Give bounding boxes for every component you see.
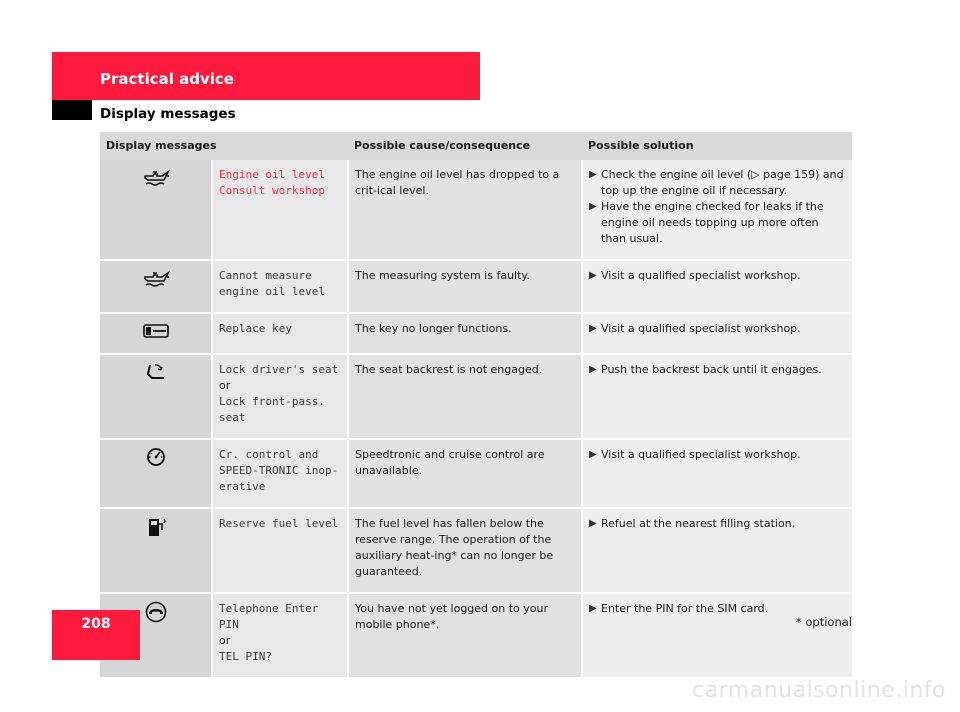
- column-header-cause: Possible cause/consequence: [348, 132, 582, 160]
- section-tab-marker: [52, 100, 92, 120]
- bullet-arrow-icon: ▶: [589, 603, 597, 614]
- bullet-arrow-icon: ▶: [589, 518, 597, 529]
- row-cause-cell: Speedtronic and cruise control are unavailable.: [348, 439, 582, 508]
- table-row: [100, 508, 852, 593]
- display-message-line: SPEED-TRONIC inop-: [219, 464, 339, 477]
- row-message-cell: [212, 439, 348, 508]
- solution-item: ▶ Push the backrest back until it engages.: [589, 363, 822, 376]
- bullet-arrow-icon: ▶: [589, 270, 597, 281]
- row-cause-cell: The fuel level has fallen below the reserve range. The operation of the auxiliary heat-ing* can no longer be guaranteed.: [348, 508, 582, 593]
- row-icon-cell: [100, 160, 212, 260]
- row-message-cell: [212, 160, 348, 260]
- display-message-line: Reserve fuel level: [219, 517, 339, 530]
- row-cause-cell: The seat backrest is not engaged.: [348, 354, 582, 439]
- row-message-cell: [212, 313, 348, 354]
- display-message-line: Replace key: [219, 322, 292, 335]
- bullet-arrow-icon: ▶: [589, 323, 597, 334]
- row-message-cell: [212, 354, 348, 439]
- solution-item: ▶ Refuel at the nearest filling station.: [589, 517, 796, 530]
- solution-item: ▶ Check the engine oil level (▷ page 159) and top up the engine oil if necessary.: [589, 168, 844, 197]
- bullet-arrow-icon: ▶: [589, 364, 597, 375]
- bullet-arrow-icon: ▶: [589, 449, 597, 460]
- bullet-arrow-icon: ▶: [589, 169, 597, 180]
- row-solution-cell: [582, 260, 852, 313]
- display-message-line: Telephone Enter: [219, 602, 319, 615]
- row-icon-cell: [100, 508, 212, 593]
- solution-item: ▶ Visit a qualified specialist workshop.: [589, 448, 801, 461]
- row-cause-cell: The engine oil level has dropped to a crit-ical level.: [348, 160, 582, 260]
- display-message-line: engine oil level: [219, 285, 325, 298]
- table-row: [100, 439, 852, 508]
- solution-item: ▶ Visit a qualified specialist workshop.: [589, 269, 801, 282]
- watermark: carmanualsonline.info: [692, 678, 946, 703]
- key-icon: [100, 321, 211, 341]
- display-message-line: Cannot measure: [219, 269, 312, 282]
- row-solution-cell: [582, 354, 852, 439]
- display-message-line: Consult workshop: [219, 184, 325, 197]
- page-number: 208: [81, 616, 111, 632]
- row-icon-cell: [100, 354, 212, 439]
- display-message-line: erative: [219, 480, 266, 493]
- row-icon-cell: [100, 439, 212, 508]
- table-row: [100, 354, 852, 439]
- footnote: * optional: [795, 615, 852, 629]
- solution-item: ▶ Enter the PIN for the SIM card.: [589, 602, 769, 615]
- display-message-line: PIN: [219, 618, 239, 631]
- row-icon-cell: [100, 260, 212, 313]
- table-row: [100, 313, 852, 354]
- speedometer-icon: [100, 447, 211, 467]
- row-cause-cell: You have not yet logged on to your mobile phone*.: [348, 593, 582, 678]
- row-solution-cell: [582, 313, 852, 354]
- row-message-cell: [212, 593, 348, 678]
- table-header-row: [100, 132, 852, 160]
- row-solution-cell: [582, 508, 852, 593]
- column-header-solution: Possible solution: [582, 132, 852, 160]
- row-cause-cell: The key no longer functions.: [348, 313, 582, 354]
- solution-item: ▶ Have the engine checked for leaks if the engine oil needs topping up more often than usual.: [589, 200, 824, 245]
- table-row: [100, 160, 852, 260]
- bullet-arrow-icon: ▶: [589, 201, 597, 212]
- display-messages-table: [100, 132, 852, 679]
- table-row: [100, 593, 852, 678]
- or-label: or: [219, 379, 231, 392]
- display-message-line: Lock driver's seat: [219, 363, 339, 376]
- page-title: Display messages: [100, 106, 236, 122]
- display-message-line: TEL PIN?: [219, 650, 272, 663]
- solution-item: ▶ Visit a qualified specialist workshop.: [589, 322, 801, 335]
- row-message-cell: [212, 508, 348, 593]
- fuel-pump-icon: [100, 516, 211, 538]
- oil-can-icon: [100, 268, 211, 288]
- row-solution-cell: [582, 593, 852, 678]
- display-message-line: Engine oil level: [219, 168, 325, 181]
- oil-can-icon: [100, 167, 211, 187]
- row-solution-cell: [582, 160, 852, 260]
- or-label: or: [219, 634, 231, 647]
- display-message-line: Cr. control and: [219, 448, 319, 461]
- display-message-line: Lock front-pass.: [219, 395, 325, 408]
- table-row: [100, 260, 852, 313]
- section-title: Practical advice: [100, 70, 234, 88]
- display-message-line: seat: [219, 411, 246, 424]
- row-cause-cell: The measuring system is faulty.: [348, 260, 582, 313]
- row-icon-cell: [100, 313, 212, 354]
- seat-backrest-icon: [100, 362, 211, 382]
- row-message-cell: [212, 260, 348, 313]
- column-header-display-messages: Display messages: [100, 132, 348, 160]
- row-solution-cell: [582, 439, 852, 508]
